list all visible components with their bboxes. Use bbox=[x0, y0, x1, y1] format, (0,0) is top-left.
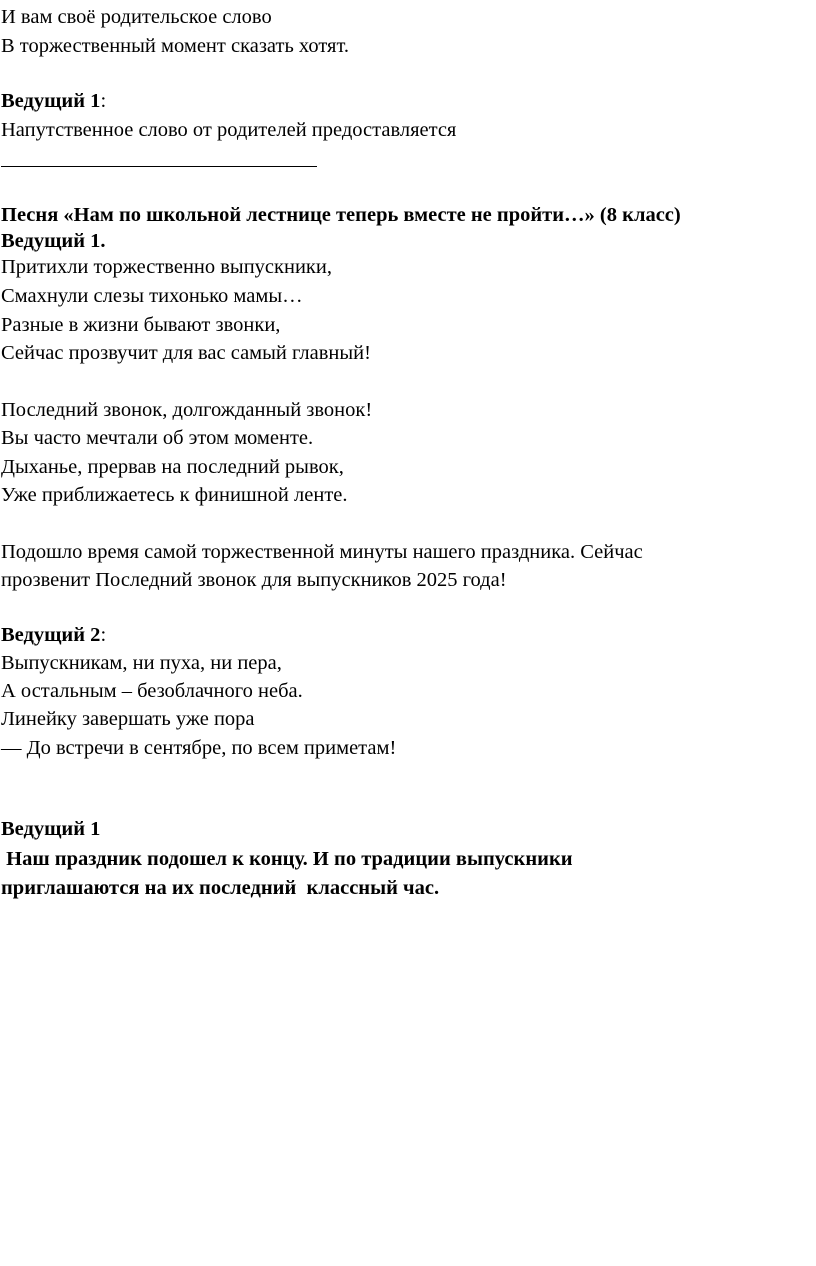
closing-line: Наш праздник подошел к концу. И по традиции выпускники bbox=[1, 848, 573, 870]
text-line: Напутственное слово от родителей предоставляется bbox=[1, 119, 457, 141]
speaker-heading: Ведущий 1. bbox=[1, 230, 106, 252]
verse-line: А остальным – безоблачного неба. bbox=[1, 680, 303, 702]
verse-line: Уже приближаетесь к финишной ленте. bbox=[1, 484, 348, 506]
verse-line: — До встречи в сентябре, по всем приметам! bbox=[1, 737, 397, 759]
speaker-heading: Ведущий 1 bbox=[1, 818, 101, 840]
verse-line: Последний звонок, долгожданный звонок! bbox=[1, 399, 373, 421]
verse-line: Смахнули слезы тихонько мамы… bbox=[1, 285, 303, 307]
verse-line: Сейчас прозвучит для вас самый главный! bbox=[1, 342, 371, 364]
verse-line: Вы часто мечтали об этом моменте. bbox=[1, 427, 314, 449]
speaker-colon: : bbox=[100, 624, 107, 646]
verse-line: Дыханье, прервав на последний рывок, bbox=[1, 456, 344, 478]
verse-line: Притихли торжественно выпускники, bbox=[1, 256, 332, 278]
text-line: И вам своё родительское слово bbox=[1, 6, 272, 28]
paragraph-line: прозвенит Последний звонок для выпускников 2025 года! bbox=[1, 569, 507, 591]
speaker-heading bbox=[1, 87, 106, 116]
text-line: В торжественный момент сказать хотят. bbox=[1, 35, 350, 57]
song-title: Песня «Нам по школьной лестнице теперь вместе не пройти…» (8 класс) bbox=[1, 204, 681, 226]
paragraph-line: Подошло время самой торжественной минуты нашего праздника. Сейчас bbox=[1, 541, 643, 563]
speaker-name: Ведущий 1 bbox=[1, 90, 101, 112]
speaker-name: Ведущий 2 bbox=[1, 624, 101, 646]
verse-line: Разные в жизни бывают звонки, bbox=[1, 314, 281, 336]
speaker-colon: : bbox=[100, 90, 107, 112]
closing-line: приглашаются на их последний классный час. bbox=[1, 877, 440, 899]
blank-underline bbox=[1, 166, 317, 167]
verse-line: Линейку завершать уже пора bbox=[1, 708, 255, 730]
verse-line: Выпускникам, ни пуха, ни пера, bbox=[1, 652, 282, 674]
speaker-heading bbox=[1, 621, 106, 650]
